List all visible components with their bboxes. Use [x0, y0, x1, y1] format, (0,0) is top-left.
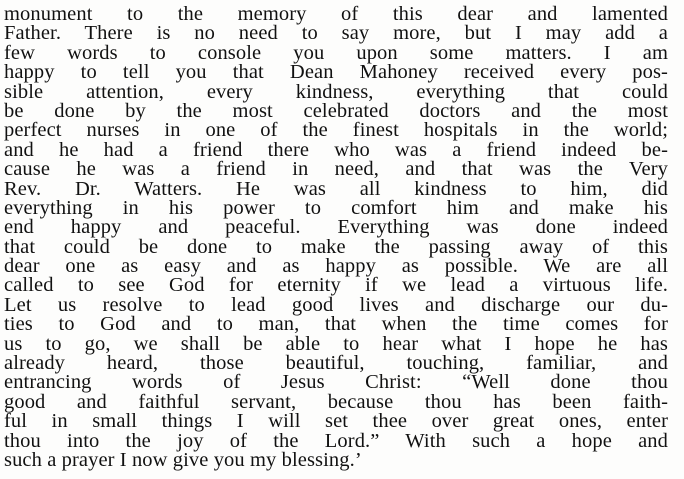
text-line: good and faithful servant, because thou has been faith- — [4, 390, 668, 413]
text-line: Let us resolve to lead good lives and discharge our du- — [4, 293, 668, 316]
text-line: already heard, those beautiful, touching, familiar, and — [4, 352, 668, 375]
text-line: happy to tell you that Dean Mahoney received every pos- — [4, 61, 668, 84]
text-line: cause he was a friend in need, and that was the Very — [4, 158, 668, 181]
article-text-column — [4, 5, 668, 470]
text-line: that could be done to make the passing away of this — [4, 235, 668, 258]
text-line: end happy and peaceful. Everything was done indeed — [4, 216, 668, 239]
text-line: Father. There is no need to say more, but I may add a — [4, 22, 668, 45]
text-line: dear one as easy and as happy as possible. We are all — [4, 255, 668, 278]
text-line: few words to console you upon some matters. I am — [4, 41, 668, 64]
text-line: perfect nurses in one of the finest hospitals in the world; — [4, 119, 668, 142]
text-line: sible attention, every kindness, everything that could — [4, 80, 668, 103]
text-line: us to go, we shall be able to hear what I hope he has — [4, 332, 668, 355]
text-line: Rev. Dr. Watters. He was all kindness to him, did — [4, 177, 668, 200]
text-line: such a prayer I now give you my blessing.’ — [4, 448, 362, 471]
text-line: everything in his power to comfort him and make his — [4, 196, 668, 219]
text-line: monument to the memory of this dear and lamented — [4, 3, 668, 25]
text-line: ties to God and to man, that when the time comes for — [4, 313, 668, 336]
text-line: thou into the joy of the Lord.” With such a hope and — [4, 429, 668, 452]
text-line: called to see God for eternity if we lead a virtuous life. — [4, 274, 668, 297]
text-line: entrancing words of Jesus Christ: “Well done thou — [4, 371, 668, 394]
text-line: ful in small things I will set thee over great ones, enter — [4, 410, 668, 433]
text-line: and he had a friend there who was a friend indeed be- — [4, 138, 668, 161]
text-line: be done by the most celebrated doctors and the most — [4, 99, 668, 122]
